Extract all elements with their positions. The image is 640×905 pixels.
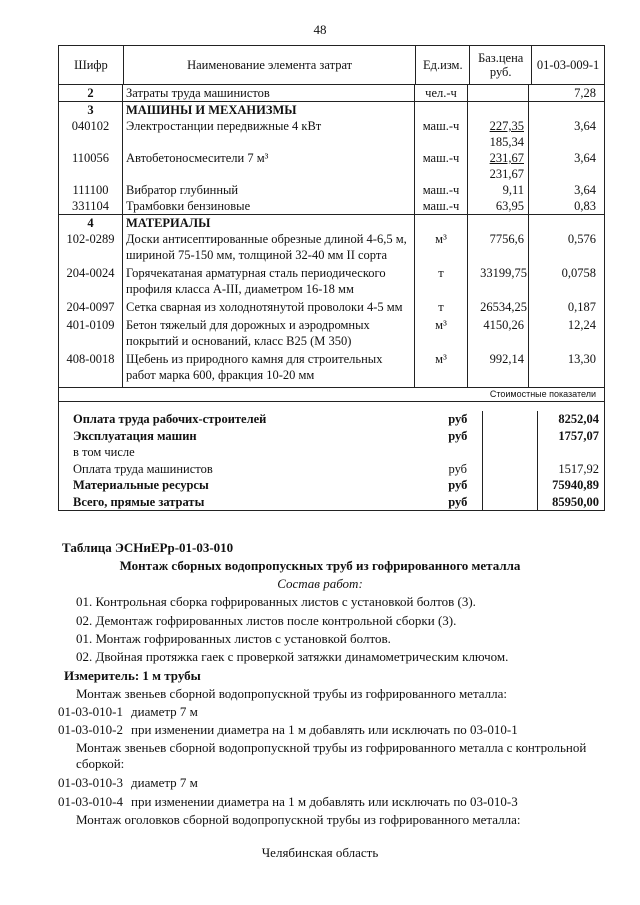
norm-code: 01-03-010-4	[58, 794, 123, 809]
header-name: Наименование элемента затрат	[124, 46, 416, 84]
norm-code: 01-03-010-2	[58, 722, 123, 737]
row-code: 204-0097	[59, 299, 123, 317]
norm-item	[58, 722, 518, 738]
row-price	[468, 85, 529, 101]
row-value: 7,28	[574, 86, 596, 100]
row-value: 0,0758	[561, 266, 596, 280]
row-code: 4	[59, 215, 123, 231]
norm-item	[58, 794, 518, 810]
summary-row	[59, 461, 604, 478]
norm-text: при изменении диаметра на 1 м добавлять или исключать по 03-010-3	[131, 794, 518, 809]
summary-unit: руб	[448, 461, 468, 476]
row-code: 3	[59, 102, 123, 118]
resource-table	[58, 45, 605, 511]
table-row	[59, 231, 604, 265]
row-name: Затраты труда машинистов	[123, 85, 415, 101]
row-name: Щебень из природного камня для строительных работ марка 600, фракция 10-20 мм	[123, 351, 415, 387]
row-unit: чел.-ч	[415, 85, 468, 101]
table-row	[59, 265, 604, 299]
norm-code: 01-03-010-3	[58, 775, 123, 790]
table-row	[59, 102, 604, 118]
row-name: Трамбовки бензиновые	[123, 198, 415, 214]
row-value: 0,83	[574, 199, 596, 213]
row-name: Электростанции передвижные 4 кВт	[123, 118, 415, 150]
table-row	[59, 150, 604, 182]
summary-row	[59, 444, 604, 461]
row-name: Автобетоносмесители 7 м³	[123, 150, 415, 182]
row-value: 0,576	[567, 232, 596, 246]
row-unit: маш.-ч	[415, 150, 468, 182]
header-value: 01-03-009-1	[536, 58, 600, 72]
table-row	[59, 317, 604, 351]
summary-name: Всего, прямые затраты	[73, 494, 205, 509]
norm-text: диаметр 7 м	[131, 704, 198, 719]
summary-unit: руб	[448, 412, 468, 426]
table-row	[59, 215, 604, 231]
composition-label: Состав работ:	[277, 576, 363, 591]
row-code: 2	[59, 85, 123, 101]
row-name: Горячекатаная арматурная сталь периодического профиля класса А-III, диаметром 16-18 мм	[123, 265, 415, 299]
summary-unit	[434, 444, 482, 461]
composition-item: 02. Двойная протяжка гаек с проверкой затяжки динамометрическим ключом.	[76, 649, 509, 664]
table-title: Таблица ЭСНиЕРр-01-03-010	[62, 540, 234, 555]
row-name: МАШИНЫ И МЕХАНИЗМЫ	[123, 102, 415, 118]
composition-item: 01. Монтаж гофрированных листов с установкой болтов.	[76, 631, 391, 646]
row-unit: м³	[415, 317, 468, 351]
row-code: 331104	[59, 198, 123, 214]
summary-row	[59, 477, 604, 494]
row-price: 63,95	[468, 198, 529, 214]
row-value: 12,24	[567, 318, 596, 332]
summary-value	[538, 444, 604, 461]
row-unit: маш.-ч	[415, 182, 468, 198]
table-row	[59, 299, 604, 317]
page-footer: Челябинская область	[261, 845, 379, 860]
summary-name: Оплата труда машинистов	[73, 461, 213, 476]
norm-item	[58, 704, 198, 720]
row-unit: т	[415, 265, 468, 299]
row-price: 231,67 231,67	[468, 150, 529, 182]
composition-item: 01. Контрольная сборка гофрированных листов с установкой болтов (3).	[76, 594, 476, 609]
row-code: 040102	[59, 118, 123, 150]
norm-code: 01-03-010-1	[58, 704, 123, 719]
summary-row	[59, 494, 604, 511]
group-heading: Монтаж звеньев сборной водопропускной трубы из гофрированного металла:	[76, 686, 508, 701]
table-row	[59, 351, 604, 387]
norm-item	[58, 775, 198, 791]
row-code: 102-0289	[59, 231, 123, 265]
row-code: 408-0018	[59, 351, 123, 387]
row-name: Вибратор глубинный	[123, 182, 415, 198]
table-header	[59, 46, 604, 85]
row-value: 3,64	[574, 119, 596, 133]
row-name: МАТЕРИАЛЫ	[123, 215, 415, 231]
row-price: 4150,26	[468, 317, 529, 351]
summary-value: 75940,89	[552, 478, 599, 492]
group-heading: Монтаж звеньев сборной водопропускной трубы из гофрированного металла с контрольной сборкой:	[76, 740, 587, 771]
row-unit: м³	[415, 231, 468, 265]
row-value: 3,64	[574, 183, 596, 197]
row-value: 13,30	[567, 352, 596, 366]
row-code: 111100	[59, 182, 123, 198]
row-unit: маш.-ч	[415, 198, 468, 214]
norm-text: при изменении диаметра на 1 м добавлять или исключать по 03-010-1	[131, 722, 518, 737]
row-unit: т	[415, 299, 468, 317]
norm-text: диаметр 7 м	[131, 775, 198, 790]
summary-name: в том числе	[73, 445, 135, 459]
summary-value: 1517,92	[558, 461, 599, 476]
group-heading: Монтаж оголовков сборной водопропускной трубы из гофрированного металла:	[76, 812, 521, 827]
cost-indicators-label: Стоимостные показатели	[59, 387, 604, 402]
row-value: 0,187	[567, 300, 596, 314]
row-code: 110056	[59, 150, 123, 182]
row-price: 227,35 185,34	[468, 118, 529, 150]
summary-name: Эксплуатация машин	[73, 428, 197, 443]
summary-value: 8252,04	[558, 412, 599, 426]
summary-name: Материальные ресурсы	[73, 478, 209, 492]
summary-unit: руб	[448, 428, 468, 443]
header-unit: Ед.изм.	[416, 46, 470, 84]
row-price: 26534,25	[468, 299, 529, 317]
summary-value: 1757,07	[558, 428, 599, 443]
summary-unit: руб	[448, 494, 468, 509]
composition-item: 02. Демонтаж гофрированных листов после контрольной сборки (3).	[76, 613, 457, 628]
table-row	[59, 118, 604, 150]
table-row	[59, 85, 604, 102]
table-row	[59, 198, 604, 215]
row-unit: маш.-ч	[415, 118, 468, 150]
row-value: 3,64	[574, 151, 596, 165]
header-price: Баз.цена руб.	[470, 46, 532, 84]
row-price: 992,14	[468, 351, 529, 387]
row-price: 7756,6	[468, 231, 529, 265]
table-row	[59, 182, 604, 198]
summary-unit: руб	[448, 478, 468, 492]
page-number: 48	[313, 22, 327, 37]
summary-name: Оплата труда рабочих-строителей	[73, 412, 267, 426]
table-subtitle: Монтаж сборных водопропускных труб из гофрированного металла	[119, 558, 521, 573]
row-unit: м³	[415, 351, 468, 387]
row-name: Сетка сварная из холоднотянутой проволоки 4-5 мм	[123, 299, 415, 317]
row-price: 33199,75	[468, 265, 529, 299]
summary-row	[59, 411, 604, 428]
row-name: Бетон тяжелый для дорожных и аэродромных покрытий и оснований, класс В25 (М 350)	[123, 317, 415, 351]
row-name: Доски антисептированные обрезные длиной 4-6,5 м, шириной 75-150 мм, толщиной 32-40 мм II сорта	[123, 231, 415, 265]
summary-value: 85950,00	[552, 494, 599, 509]
measure-unit: Измеритель: 1 м трубы	[64, 668, 201, 683]
summary-row	[59, 428, 604, 445]
header-code: Шифр	[59, 46, 124, 84]
row-code: 401-0109	[59, 317, 123, 351]
row-price: 9,11	[468, 182, 529, 198]
row-code: 204-0024	[59, 265, 123, 299]
